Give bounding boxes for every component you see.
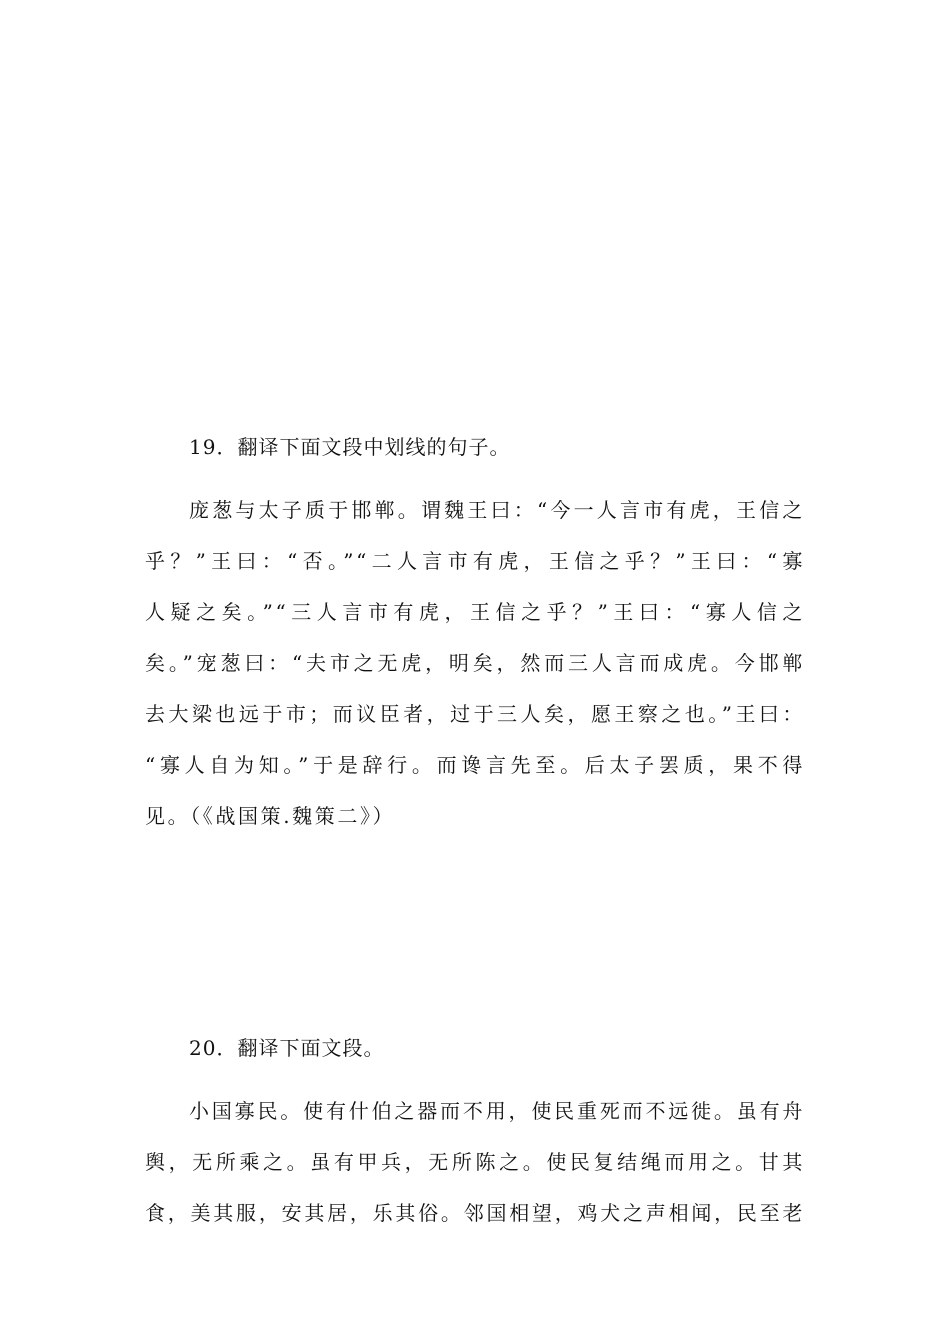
passage-line: 舆，无所乘之。虽有甲兵，无所陈之。使民复结绳而用之。甘其 [145, 1150, 805, 1174]
passage-line: “寡人自为知。”于是辞行。而谗言先至。后太子罢质，果不得 [145, 753, 805, 777]
passage-line: 小国寡民。使有什伯之器而不用，使民重死而不远徙。虽有舟 [189, 1099, 805, 1123]
passage-line: 矣。”宠葱曰：“夫市之无虎，明矣，然而三人言而成虎。今邯郸 [145, 651, 805, 675]
question-20 [145, 1035, 805, 1239]
question-20-passage [145, 1086, 805, 1239]
question-19-title: 19．翻译下面文段中划线的句子。 [189, 435, 511, 459]
passage-line: 庞葱与太子质于邯郸。谓魏王曰：“今一人言市有虎，王信之 [189, 498, 805, 522]
passage-line: 人疑之矣。”“三人言市有虎，王信之乎？”王曰：“寡人信之 [145, 600, 805, 624]
passage-line: 食，美其服，安其居，乐其俗。邻国相望，鸡犬之声相闻，民至老 [145, 1201, 805, 1225]
passage-line: 见。（《战国策.魏策二》） [145, 804, 396, 828]
question-19 [145, 434, 805, 842]
passage-line: 乎？”王曰：“否。”“二人言市有虎，王信之乎？”王曰：“寡 [145, 549, 805, 573]
question-19-passage [145, 485, 805, 842]
question-20-title: 20．翻译下面文段。 [189, 1036, 385, 1060]
passage-line: 去大梁也远于市；而议臣者，过于三人矣，愿王察之也。”王曰： [145, 702, 805, 726]
